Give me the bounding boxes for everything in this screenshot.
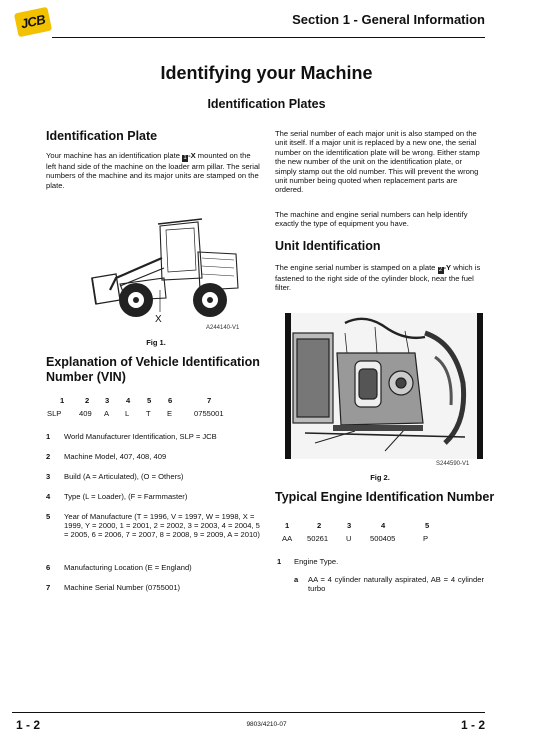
page-title: Identifying your Machine <box>160 63 373 83</box>
eng-col-number: 4 <box>381 521 386 530</box>
plate-marker-letter: -X <box>188 151 196 160</box>
fig1-marker-label: X <box>155 314 162 325</box>
unit-identification-heading: Unit Identification <box>275 239 381 253</box>
eng-col-number: 2 <box>317 521 322 530</box>
unit-para-text-a: The engine serial number is stamped on a plate <box>275 263 438 272</box>
vin-col-number: 1 <box>60 396 65 405</box>
wheel-loader-illustration <box>90 208 250 330</box>
vin-value: A <box>104 409 110 418</box>
plate-para-text-a: Your machine has an identification plate <box>46 151 183 160</box>
jcb-logo: JCB <box>14 7 52 38</box>
list-item-number: 1 <box>46 432 51 441</box>
section-title: Section 1 - General Information <box>292 12 485 27</box>
page-number-right: 1 - 2 <box>460 718 485 732</box>
identification-plate-heading: Identification Plate <box>46 129 158 143</box>
unit-marker-icon: 2 <box>438 267 443 273</box>
fig2-caption: Fig 2. <box>370 473 390 482</box>
eng-value: 50261 <box>307 534 329 543</box>
list-item: Machine Model, 407, 408, 409 <box>64 452 167 461</box>
identification-plate-paragraph <box>46 151 262 190</box>
header-rule <box>52 37 485 38</box>
page-number-left: 1 - 2 <box>16 718 41 732</box>
engine-type-number: 1 <box>277 557 282 566</box>
vin-col-number: 2 <box>85 396 90 405</box>
unit-marker-letter: -Y <box>443 263 452 272</box>
page-subtitle: Identification Plates <box>207 97 326 111</box>
fig1-caption: Fig 1. <box>146 338 166 347</box>
eng-value: P <box>423 534 429 543</box>
vin-col-number: 5 <box>147 396 152 405</box>
footer-rule <box>12 712 485 713</box>
eng-value: AA <box>282 534 293 543</box>
engine-type-sub-letter: a <box>294 575 299 584</box>
eng-value: 500405 <box>370 534 396 543</box>
fig1-code: A244140-V1 <box>206 325 240 331</box>
serial-identify-paragraph: The machine and engine serial numbers can help identify exactly the type of equipment you have. <box>275 210 468 229</box>
list-item: Year of Manufacture (T = 1996, V = 1997, W = 1998, X = 1999, Y = 2000, 1 = 2001, 2 = 2002, 3 = 2003, 4 = 2004, 5 = 2005, 6 = 2006, 7 = 2007, 8 = 2008, 9 = 2009, A = 2010) <box>64 512 260 540</box>
list-item-number: 5 <box>46 512 51 521</box>
vin-value: 0755001 <box>194 409 224 418</box>
vin-col-number: 6 <box>168 396 173 405</box>
vin-value: E <box>167 409 173 418</box>
plate-para-text-b: mounted on the left hand side of the machine on the loader arm pillar. The serial numbers of the machine and its major units are stamped on the plate. <box>46 151 260 190</box>
vin-value: T <box>146 409 151 418</box>
vin-col-number: 7 <box>207 396 212 405</box>
vin-value: L <box>125 409 130 418</box>
list-item: Build (A = Articulated), (O = Others) <box>64 472 184 481</box>
eng-value: U <box>346 534 352 543</box>
eng-col-number: 1 <box>285 521 290 530</box>
list-item: Type (L = Loader), (F = Farmmaster) <box>64 492 188 501</box>
vin-heading: Explanation of Vehicle Identification Number (VIN) <box>46 355 260 384</box>
vin-col-number: 4 <box>126 396 131 405</box>
list-item: Machine Serial Number (0755001) <box>64 583 181 592</box>
eng-col-number: 3 <box>347 521 352 530</box>
eng-col-number: 5 <box>425 521 430 530</box>
plate-marker-icon: 1 <box>183 155 187 161</box>
unit-identification-paragraph <box>275 263 485 293</box>
serial-number-paragraph: The serial number of each major unit is also stamped on the unit itself. If a major unit is replaced by a new one, the serial number on the identification plate will be wrong. Either stamp the new number of the unit on the identification plate, or simply stamp out the old number. This will prevent the wrong unit number being quoted when replacement parts are ordered. <box>275 129 480 195</box>
document-code: 9803/4210-07 <box>246 721 287 728</box>
vin-col-number: 3 <box>105 396 110 405</box>
list-item-number: 3 <box>46 472 51 481</box>
list-item-number: 6 <box>46 563 51 572</box>
list-item-number: 4 <box>46 492 51 501</box>
unit-para-text-b: which is fastened to the right side of the cylinder block, near the fuel filter. <box>275 263 481 293</box>
engine-type-label: Engine Type. <box>294 557 339 566</box>
engine-id-heading: Typical Engine Identification Number <box>275 490 495 504</box>
list-item-number: 7 <box>46 583 51 592</box>
vin-value: 409 <box>79 409 92 418</box>
list-item-number: 2 <box>46 452 51 461</box>
engine-type-sub-text: AA = 4 cylinder naturally aspirated, AB = 4 cylinder turbo <box>308 575 484 594</box>
fig2-code: S244590-V1 <box>436 461 470 467</box>
engine-illustration <box>285 313 483 459</box>
vin-value: SLP <box>47 409 62 418</box>
list-item: Manufacturing Location (E = England) <box>64 563 192 572</box>
list-item: World Manufacturer Identification, SLP = JCB <box>64 432 217 441</box>
